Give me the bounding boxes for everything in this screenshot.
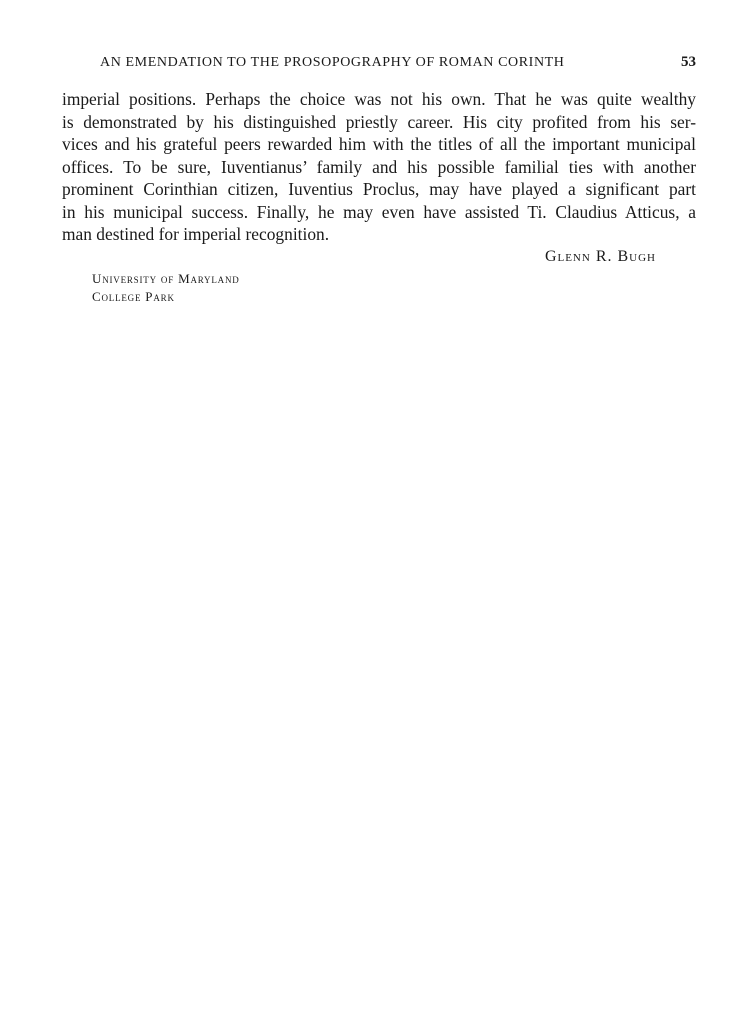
author-signature: Glenn R. Bugh	[544, 247, 656, 265]
affiliation-location: College Park	[92, 288, 175, 304]
page	[62, 52, 696, 306]
text-line: prominent Corinthian citizen, Iuventius Proclus, may have played a significant part	[62, 179, 696, 199]
body-paragraph	[62, 88, 696, 246]
text-line: offices. To be sure, Iuventianus’ family and his possible familial ties with another	[62, 156, 696, 177]
affiliation-institution: University of Maryland	[92, 270, 240, 286]
text-line: vices and his grateful peers rewarded him with the titles of all the important municipal	[62, 134, 696, 154]
author-affiliation	[92, 270, 696, 306]
text-line: is demonstrated by his distinguished priestly career. His city profited from his ser-	[62, 111, 696, 132]
text-line: imperial positions. Perhaps the choice was not his own. That he was quite wealthy	[62, 89, 696, 109]
running-head	[62, 52, 696, 74]
text-line: in his municipal success. Finally, he may even have assisted Ti. Claudius Atticus, a	[62, 201, 696, 222]
running-title: AN EMENDATION TO THE PROSOPOGRAPHY OF ROMAN CORINTH	[100, 55, 565, 70]
text-line: man destined for imperial recognition.	[62, 224, 330, 244]
page-number: 53	[681, 54, 696, 70]
